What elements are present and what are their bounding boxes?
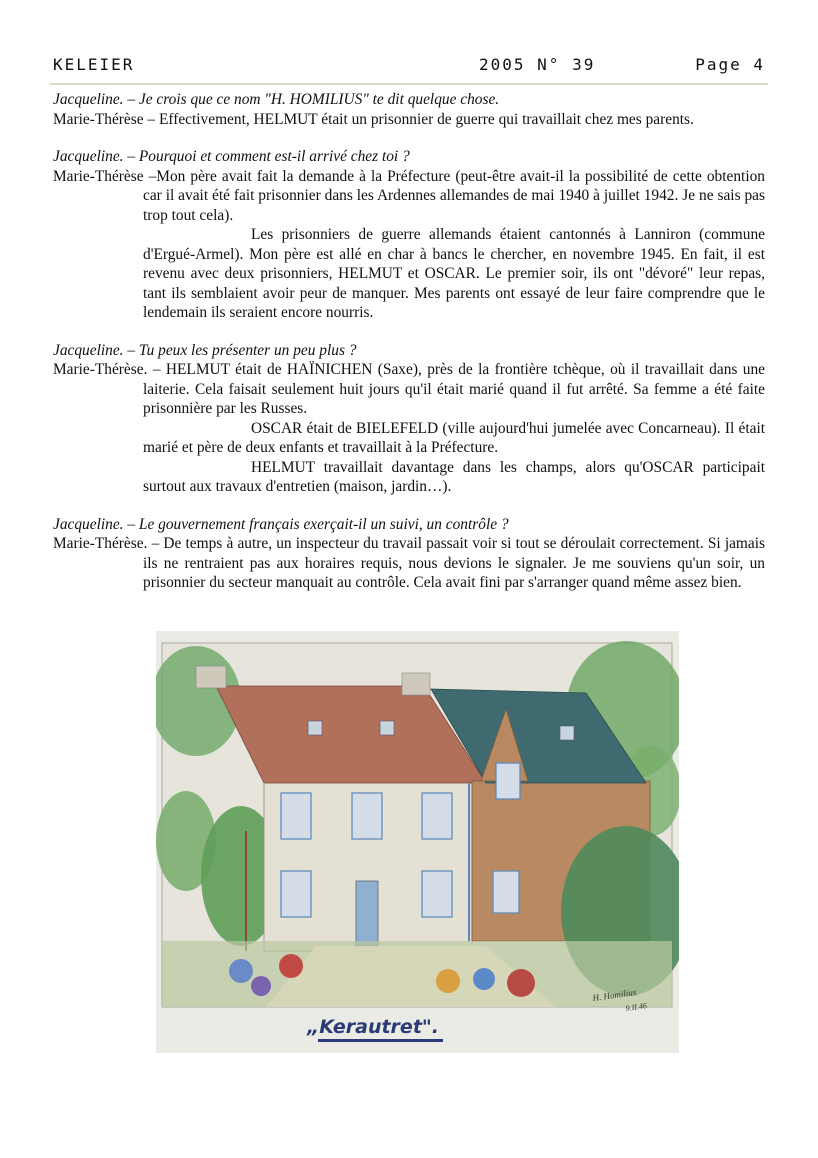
question: Jacqueline. – Tu peux les présenter un peu plus ? — [53, 341, 357, 359]
drawing-illustration — [156, 631, 679, 1053]
front-door — [356, 881, 378, 946]
caption-underline — [318, 1039, 443, 1042]
qa-block-4 — [53, 515, 765, 593]
answer: Marie-Thérèse. – De temps à autre, un inspecteur du travail passait voir si tout se déroulait correctement. Si jamais ils ne rentraient pas aux horaires requis, nous devions le signaler. Je me souviens qu'un soir, un prisonnier du secteur manquait au contrôle. Cela avait fini par s'arranger quand même assez bien. — [53, 535, 765, 591]
drawing-caption: „Kerautret". — [306, 1016, 440, 1038]
page-header — [53, 52, 765, 78]
question: Jacqueline. – Le gouvernement français exerçait-il un suivi, un contrôle ? — [53, 515, 509, 533]
answer: Marie-Thérèse –Mon père avait fait la demande à la Préfecture (peut-être avait-il la possibilité de cette obtention car il avait été fait prisonnier dans les Ardennes allemandes de mai 1940 à juillet 1942. Je ne sais pas trop tout cela). — [53, 167, 765, 224]
answer: Marie-Thérèse. – HELMUT était de HAÏNICHEN (Saxe), près de la frontière tchèque, où il travaillait dans une laiterie. Cela faisait seulement huit jours qu'il était marié quand il fut arrêté. Sa femme a été faite prisonnière par les Russes. — [53, 361, 765, 417]
answer-paragraph: Les prisonniers de guerre allemands étaient cantonnés à Lanniron (commune d'Ergué-Armel). Mon père est allé en char à bancs le chercher, en novembre 1945. En fait, il est revenu avec deux prisonniers, HELMUT et OSCAR. Le premier soir, ils ont "dévoré" leur repas, tant ils semblaient avoir peur de manquer. Mes parents ont essayé de leur faire comprendre que le lendemain ils seraient encore nourris. — [143, 226, 765, 321]
issue-number: 2005 N° 39 — [479, 55, 596, 74]
artist-signature: H. Homilius — [591, 986, 637, 1003]
page-number: Page 4 — [695, 55, 765, 74]
question: Jacqueline. – Pourquoi et comment est-il arrivé chez toi ? — [53, 148, 410, 165]
chimney — [402, 673, 430, 695]
question: Jacqueline. – Je crois que ce nom "H. HOMILIUS" te dit quelque chose. — [53, 91, 500, 108]
house-drawing — [156, 631, 679, 1053]
answer-paragraph: OSCAR était de BIELEFELD (ville aujourd'hui jumelée avec Concarneau). Il était marié et père de deux enfants et travaillait à la Préfecture. — [143, 419, 765, 456]
answer: Marie-Thérèse – Effectivement, HELMUT était un prisonnier de guerre qui travaillait chez mes parents. — [53, 110, 694, 128]
header-rule — [50, 83, 768, 85]
answer-paragraph: HELMUT travaillait davantage dans les champs, alors qu'OSCAR participait surtout aux travaux d'entretien (maison, jardin…). — [143, 458, 765, 495]
publication-name: KELEIER — [53, 55, 135, 74]
signature-date: 9.II.46 — [625, 1001, 648, 1013]
qa-block-1 — [53, 90, 765, 129]
qa-block-3 — [53, 341, 765, 497]
qa-block-2 — [53, 147, 765, 323]
interview-body — [53, 90, 765, 611]
chimney — [196, 666, 226, 688]
